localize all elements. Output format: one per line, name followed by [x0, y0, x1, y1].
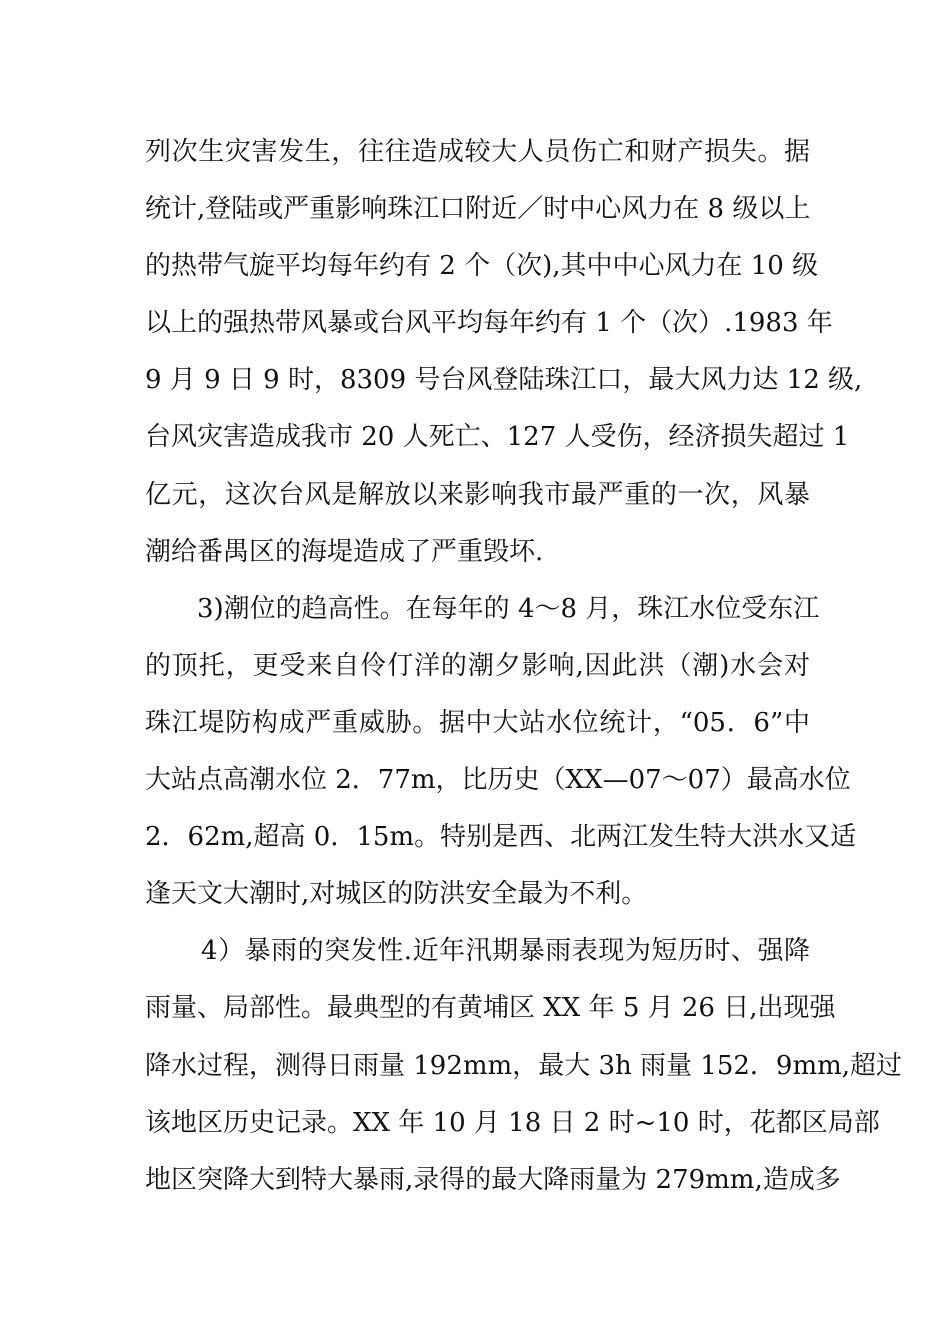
text-line: 降水过程，测得日雨量 192mm，最大 3h 雨量 152．9mm,超过 — [145, 1050, 903, 1081]
paragraph-tide-level — [145, 581, 857, 924]
text-line: 3)潮位的趋高性。在每年的 4～8 月，珠江水位受东江 — [197, 593, 820, 624]
text-line: 列次生灾害发生，往往造成较大人员伤亡和财产损失。据 — [145, 137, 810, 167]
text-line: 2．62m,超高 0．15m。特别是西、北两江发生特大洪水又适 — [145, 822, 857, 853]
paragraph-typhoon-stats — [145, 124, 863, 581]
text-line: 的热带气旋平均每年约有 2 个（次),其中中心风力在 10 级 — [145, 251, 819, 282]
text-line: 亿元，这次台风是解放以来影响我市最严重的一次，风暴 — [145, 479, 810, 510]
text-line: 统计,登陆或严重影响珠江口附近／时中心风力在 8 级以上 — [145, 194, 811, 225]
text-line: 地区突降大到特大暴雨,录得的最大降雨量为 279mm,造成多 — [145, 1164, 841, 1195]
text-line: 的顶托，更受来自伶仃洋的潮夕影响,因此洪（潮)水会对 — [145, 650, 810, 681]
text-line: 台风灾害造成我市 20 人死亡、127 人受伤，经济损失超过 1 — [145, 422, 850, 453]
paragraph-rainstorm — [145, 923, 903, 1208]
text-line: 珠江堤防构成严重威胁。据中大站水位统计，“05．6”中 — [145, 707, 810, 738]
text-line: 9 月 9 日 9 时，8309 号台风登陆珠江口，最大风力达 12 级, — [145, 365, 863, 396]
text-line: 大站点高潮水位 2．77m，比历史（XX—07～07）最高水位 — [145, 765, 851, 796]
text-line: 4）暴雨的突发性.近年汛期暴雨表现为短历时、强降 — [201, 936, 810, 967]
text-line: 雨量、局部性。最典型的有黄埔区 XX 年 5 月 26 日,出现强 — [145, 993, 836, 1024]
text-line: 以上的强热带风暴或台风平均每年约有 1 个（次）.1983 年 — [145, 308, 833, 339]
text-line: 潮给番禺区的海堤造成了严重毁坏. — [145, 536, 544, 567]
text-line: 该地区历史记录。XX 年 10 月 18 日 2 时~10 时，花都区局部 — [145, 1107, 880, 1138]
text-line: 逢天文大潮时,对城区的防洪安全最为不利。 — [145, 879, 648, 910]
document-body — [145, 124, 903, 1209]
